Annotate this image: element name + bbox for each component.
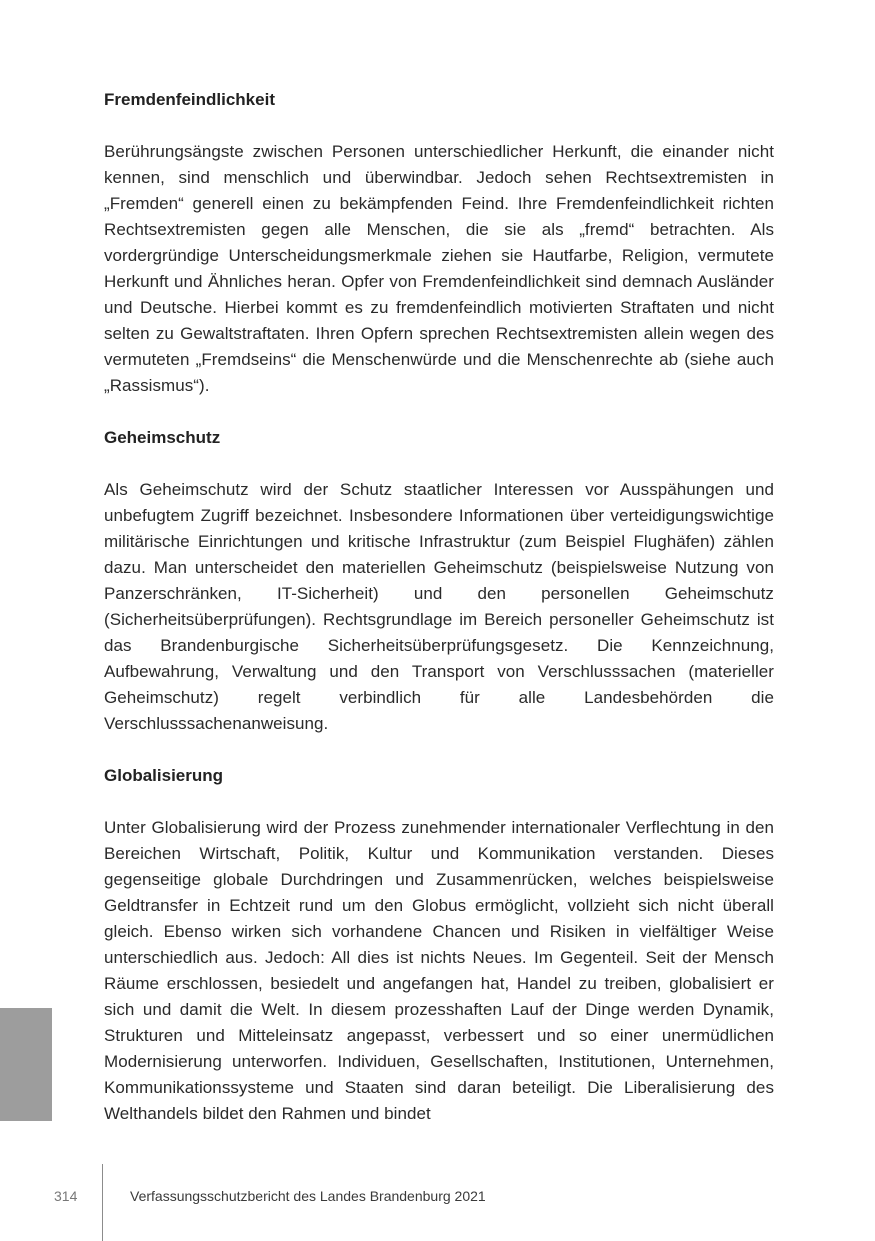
section-body: Unter Globalisierung wird der Prozess zunehmender internationaler Verflechtung in den Bereichen Wirtschaft, Politik, Kultur und Kommunikation verstanden. Dieses gegenseitige globale Durchdringen und Zusammenrücken, welches beispielsweise Geldtransfer in Echtzeit rund um den Globus ermöglicht, vollzieht sich nicht überall gleich. Ebenso wirken sich vorhandene Chancen und Risiken in vielfältiger Weise unterschiedlich aus. Jedoch: All dies ist nichts Neues. Im Gegenteil. Seit der Mensch Räume erschlossen, besiedelt und angefangen hat, Handel zu treiben, globalisiert er sich und damit die Welt. In diesem prozesshaften Lauf der Dinge werden Dynamik, Strukturen und Mitteleinsatz angepasst, verbessert und so einer unermüdlichen Modernisierung unterworfen. Individuen, Gesellschaften, Institutionen, Unternehmen, Kommunikationssysteme und Staaten sind daran beteiligt. Die Liberalisierung des Welthandels bildet den Rahmen und bindet <box>104 818 774 1123</box>
section-heading: Globalisierung <box>104 766 224 785</box>
section-fremdenfeindlichkeit <box>104 87 774 399</box>
page-content <box>104 87 774 1153</box>
chapter-marker-tab <box>0 1008 52 1121</box>
section-body: Als Geheimschutz wird der Schutz staatlicher Interessen vor Ausspähungen und unbefugtem Zugriff bezeichnet. Insbesondere Informationen über verteidigungswichtige militärische Einrichtungen und kritische Infrastruktur (zum Beispiel Flughäfen) zählen dazu. Man unterscheidet den materiellen Geheimschutz (beispielsweise Nutzung von Panzerschränken, IT-Sicherheit) und den personellen Geheimschutz (Sicherheitsüberprüfungen). Rechtsgrundlage im Bereich personeller Geheimschutz ist das Brandenburgische Sicherheitsüberprüfungsgesetz. Die Kennzeichnung, Aufbewahrung, Verwaltung und den Transport von Verschlusssachen (materieller Geheimschutz) regelt verbindlich für alle Landesbehörden die Verschlusssachenanweisung. <box>104 480 774 733</box>
footer-divider <box>102 1164 103 1241</box>
section-globalisierung <box>104 763 774 1127</box>
section-body: Berührungsängste zwischen Personen unterschiedlicher Herkunft, die einander nicht kennen, sind menschlich und überwindbar. Jedoch sehen Rechtsextremisten in „Fremden“ generell einen zu bekämpfenden Feind. Ihre Fremdenfeindlichkeit richten Rechtsextremisten gegen alle Menschen, die sie als „fremd“ betrachten. Als vordergründige Unterscheidungsmerkmale ziehen sie Hautfarbe, Religion, vermutete Herkunft und Ähnliches heran. Opfer von Fremdenfeindlichkeit sind demnach Ausländer und Deutsche. Hierbei kommt es zu fremdenfeindlich motivierten Straftaten und nicht selten zu Gewaltstraftaten. Ihren Opfern sprechen Rechtsextremisten allein wegen des vermuteten „Fremdseins“ die Menschenwürde und die Menschenrechte ab (siehe auch „Rassismus“). <box>104 142 774 395</box>
section-heading: Fremdenfeindlichkeit <box>104 90 275 109</box>
section-geheimschutz <box>104 425 774 737</box>
footer-title: Verfassungsschutzbericht des Landes Brandenburg 2021 <box>130 1188 486 1204</box>
page-number: 314 <box>54 1188 78 1204</box>
section-heading: Geheimschutz <box>104 428 221 447</box>
